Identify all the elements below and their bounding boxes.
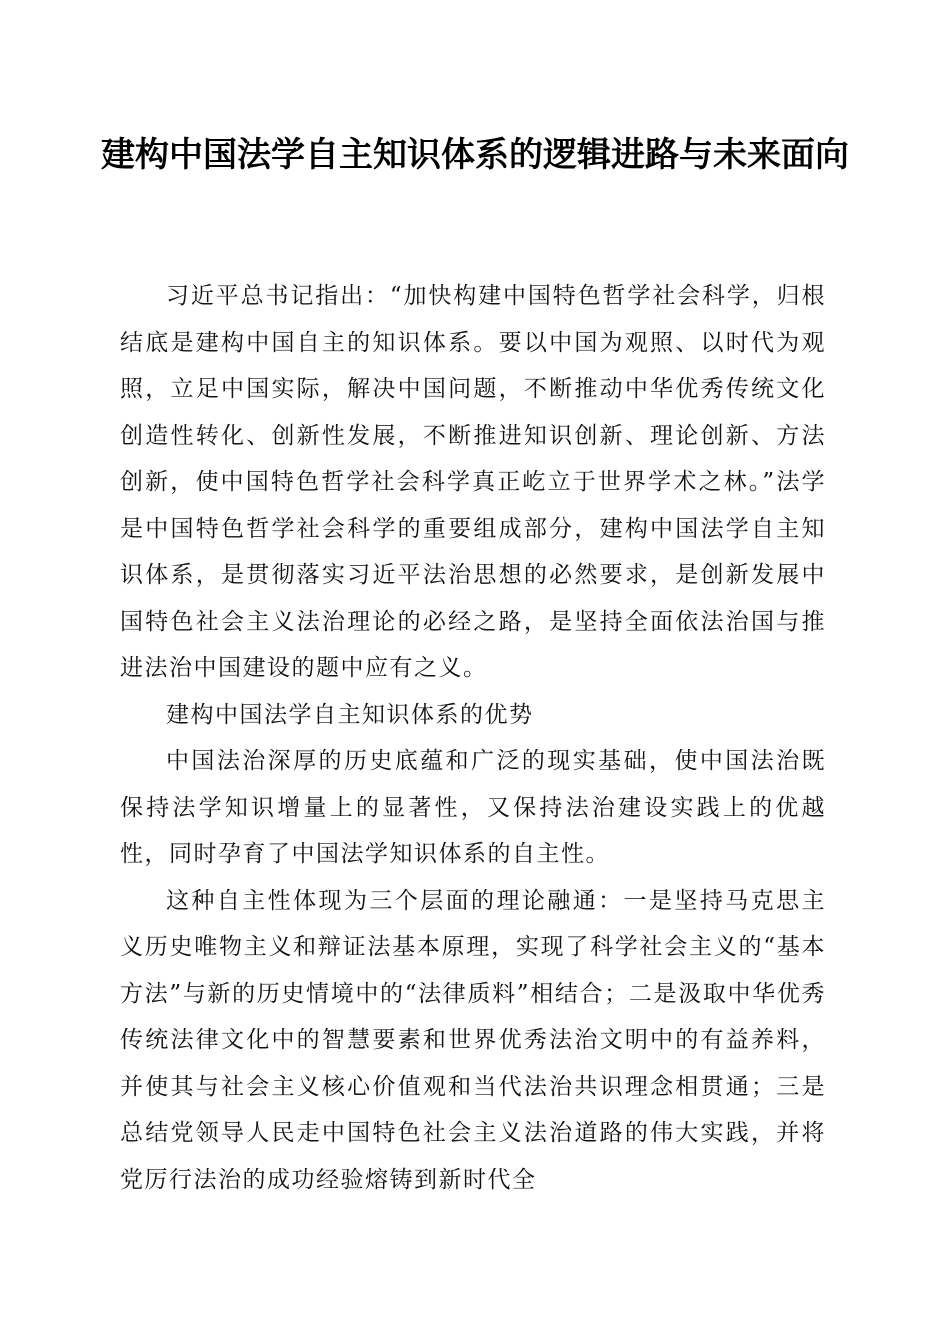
paragraph-intro: 习近平总书记指出：“加快构建中国特色哲学社会科学，归根结底是建构中国自主的知识体系。要以中国为观照、以时代为观照，立足中国实际，解决中国问题，不断推动中华优秀传统文化创造性转化、创新性发展，不断推进知识创新、理论创新、方法创新，使中国特色哲学社会科学真正屹立于世界学术之林。”法学是中国特色哲学社会科学的重要组成部分，建构中国法学自主知识体系，是贯彻落实习近平法治思想的必然要求，是创新发展中国特色社会主义法治理论的必经之路，是坚持全面依法治国与推进法治中国建设的题中应有之义。 [120,283,826,681]
document-body [120,273,826,1203]
document-title: 建构中国法学自主知识体系的逻辑进路与未来面向 [101,135,849,175]
paragraph-foundation: 中国法治深厚的历史底蕴和广泛的现实基础，使中国法治既保持法学知识增量上的显著性，又保持法治建设实践上的优越性，同时孕育了中国法学知识体系的自主性。 [120,748,826,867]
paragraph-autonomy: 这种自主性体现为三个层面的理论融通：一是坚持马克思主义历史唯物主义和辩证法基本原理，实现了科学社会主义的“基本方法”与新的历史情境中的“法律质料”相结合；二是汲取中华优秀传统法律文化中的智慧要素和世界优秀法治文明中的有益养料，并使其与社会主义核心价值观和当代法治共识理念相贯通；三是总结党领导人民走中国特色社会主义法治道路的伟大实践，并将党厉行法治的成功经验熔铸到新时代全 [120,887,826,1193]
section-heading: 建构中国法学自主知识体系的优势 [166,701,534,728]
